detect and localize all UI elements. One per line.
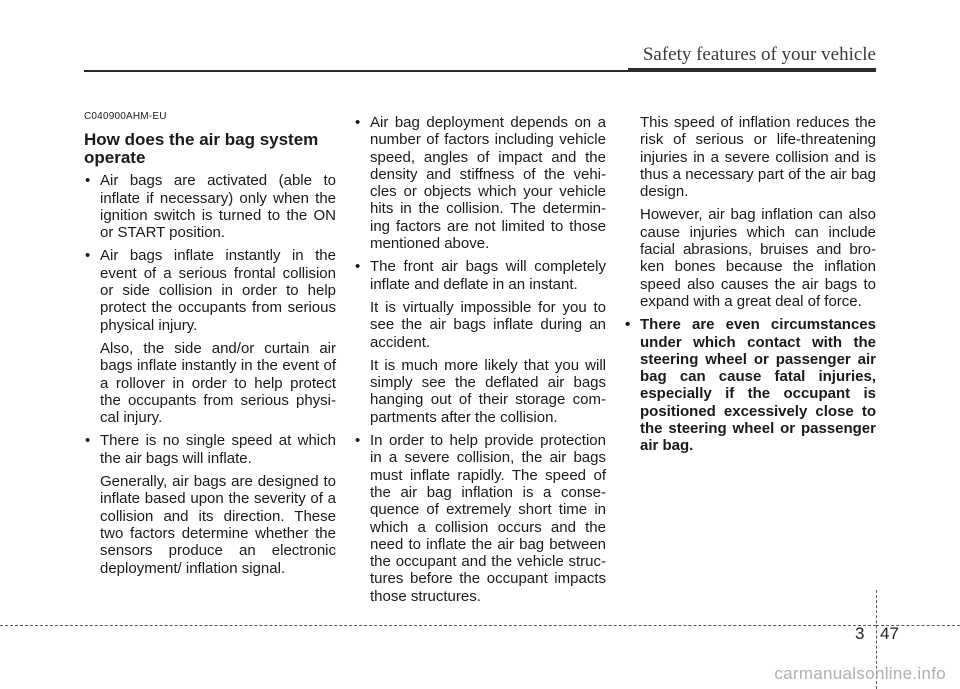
column-3 [624, 114, 876, 461]
watermark: carmanualsonline.info [774, 664, 946, 683]
page-number: 47 [880, 624, 899, 643]
chapter-number: 3 [855, 624, 865, 643]
section-heading: How does the air bag system operate [84, 130, 319, 168]
col2-bullet-1: • Air bag deployment depends on a number of factors including vehicle speed, angles of impact and the density and stiffness of the vehi-cles or objects which your vehicle hits in the collision. The determin-ing factors are not limited to those mentioned above. [354, 114, 606, 252]
col2-bullet-2-detail-2: It is much more likely that you will simply see the deflated air bags hanging out of their storage com-partments after the collision. [370, 356, 606, 426]
column-2 [354, 114, 606, 611]
footer-rule [0, 625, 876, 626]
col3-paragraph-1: This speed of inflation reduces the risk of serious or life-threatening injuries in a severe collision and is thus a necessary part of the air bag design. [640, 114, 876, 201]
col1-bullet-1: • Air bags are activated (able to inflate if necessary) only when the ignition switch is turned to the ON or START position. [84, 172, 336, 241]
col3-paragraph-2: However, air bag inflation can also cause injuries which can include facial abrasions, bruises and bro-ken bones because the inflation speed also causes the air bags to expand with a great deal of force. [640, 206, 876, 310]
col1-bullet-3-detail: Generally, air bags are designed to inflate based upon the severity of a collision and its direction. These two factors determine whether the sensors produce an electronic deployment/ inflation signal. [100, 473, 336, 577]
header-rule-accent [628, 68, 876, 72]
col3-warning-bullet: • There are even circumstances under which contact with the steering wheel or passenger air bag can cause fatal injuries, especially if the occupant is positioned excessively close to the steering wheel or passenger air bag. [624, 316, 876, 454]
col1-bullet-2: • Air bags inflate instantly in the event of a serious frontal collision or side collision in order to help protect the occupants from serious physical injury. [84, 247, 336, 333]
col1-bullet-2-detail: Also, the side and/or curtain air bags inflate instantly in the event of a rollover in order to help protect the occupants from serious physi-cal injury. [100, 339, 336, 427]
page-header-title: Safety features of your vehicle [642, 44, 876, 65]
section-code: C040900AHM-EU [84, 111, 167, 122]
col1-bullet-3: • There is no single speed at which the air bags will inflate. [84, 432, 336, 467]
col2-bullet-2-detail-1: It is virtually impossible for you to see the air bags inflate during an accident. [370, 298, 606, 351]
col2-bullet-2: • The front air bags will completely inflate and deflate in an instant. [354, 258, 606, 293]
col2-bullet-3: • In order to help provide protection in a severe collision, the air bags must inflate rapidly. The speed of the air bag inflation is a conse-quence of extremely short time in which a collision occurs and the need to inflate the air bag between the occupant and the vehicle struc-tures before the occupant impacts those structures. [354, 432, 606, 605]
column-1 [84, 108, 336, 583]
